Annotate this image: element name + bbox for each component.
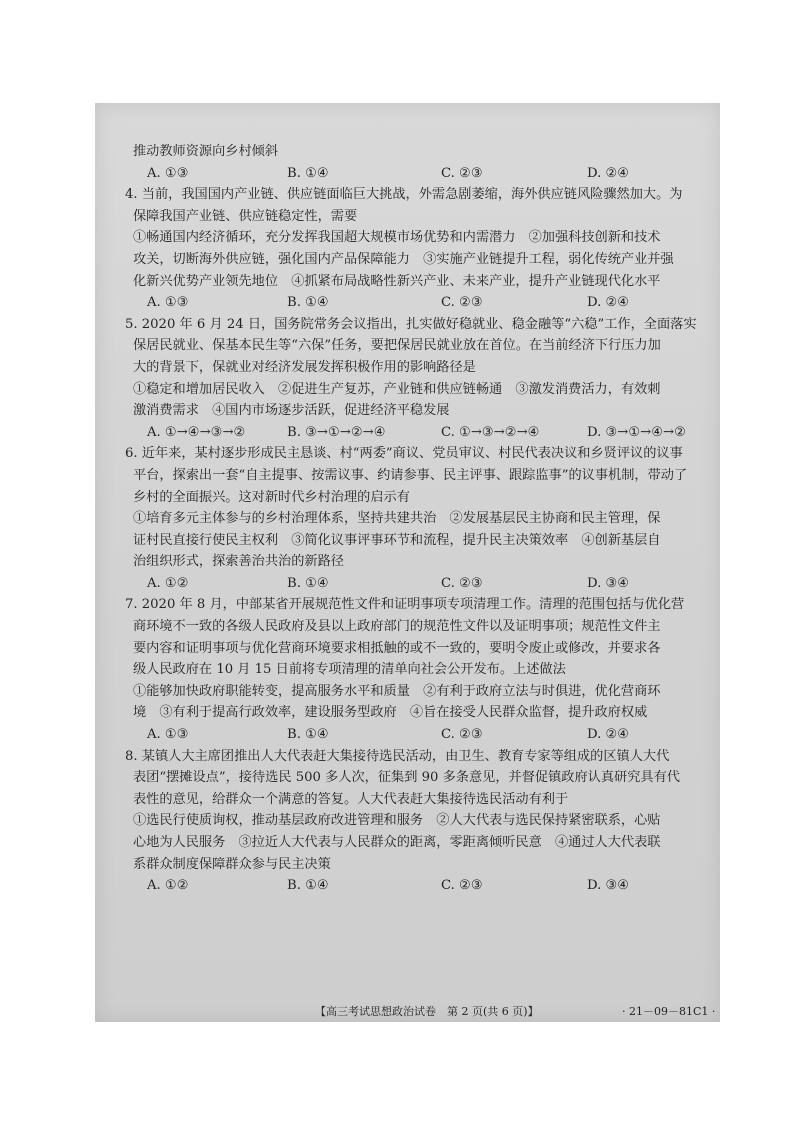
question-text-line: ①畅通国内经济循环，充分发挥我国超大规模市场优势和内需潜力 ②加强科技创新和技术 bbox=[133, 230, 661, 246]
question-text-line: 系群众制度保障群众参与民主决策 bbox=[133, 856, 331, 872]
choice-d: D. ③→①→④→② bbox=[587, 424, 686, 440]
question-text-line: 表性的意见，给群众一个满意的答复。人大代表赶大集接待选民活动有利于 bbox=[133, 791, 569, 807]
question-stem: 4. 当前，我国国内产业链、供应链面临巨大挑战，外需急剧萎缩，海外供应链风险骤然加大。为 bbox=[125, 187, 683, 203]
choice-d: D. ②④ bbox=[587, 165, 630, 181]
choice-c: C. ②③ bbox=[441, 575, 483, 591]
question-text-line: 治组织形式，探索善治共治的新路径 bbox=[133, 554, 344, 570]
question-text-line: ①能够加快政府职能转变，提高服务水平和质量 ②有利于政府立法与时俱进，优化营商环 bbox=[133, 683, 661, 699]
question-7-choices bbox=[125, 724, 715, 746]
question-7 bbox=[125, 594, 715, 745]
question-text-line: 境 ③有利于提高行政效率，建设服务型政府 ④旨在接受人民群众监督，提升政府权威 bbox=[133, 705, 648, 721]
question-text-line: 证村民直接行使民主权利 ③简化议事评事环节和流程，提升民主决策效率 ④创新基层自 bbox=[133, 532, 661, 548]
question-4 bbox=[125, 184, 715, 314]
question-text-line: 平台，探索出一套“自主提事、按需议事、约请参事、民主评事、跟踪监事”的议事机制，带动了 bbox=[133, 467, 688, 483]
question-3-tail-text: 推动教师资源向乡村倾斜 bbox=[133, 144, 279, 159]
choice-c: C. ②③ bbox=[441, 878, 483, 894]
question-text-line: 保居民就业、保基本民生等“六保”任务，要把保居民就业放在首位。在当前经济下行压力加 bbox=[133, 338, 661, 354]
question-text-line: 表团“摆摊设点”，接待选民 500 多人次，征集到 90 多条意见，并督促镇政府认真研究具有代 bbox=[133, 770, 680, 786]
exam-paper-page bbox=[95, 103, 720, 1022]
choice-c: C. ①→③→②→④ bbox=[441, 424, 540, 440]
page-footer bbox=[95, 1005, 720, 1019]
choice-d: D. ②④ bbox=[587, 295, 630, 311]
exam-content bbox=[125, 141, 715, 897]
choice-a: A. ①→④→③→② bbox=[147, 424, 246, 440]
question-4-choices bbox=[125, 292, 715, 314]
question-text-line: 级人民政府在 10 月 15 日前将专项清理的清单向社会公开发布。上述做法 bbox=[133, 662, 566, 678]
question-text-line: 化新兴优势产业领先地位 ④抓紧布局战略性新兴产业、未来产业，提升产业链现代化水平 bbox=[133, 273, 661, 289]
choice-c: C. ②③ bbox=[441, 295, 483, 311]
question-8-choices bbox=[125, 875, 715, 897]
question-text-line: 攻关，切断海外供应链，强化国内产品保障能力 ③实施产业链提升工程，弱化传统产业并强 bbox=[133, 251, 674, 267]
question-text-line: 乡村的全面振兴。这对新时代乡村治理的启示有 bbox=[133, 489, 410, 505]
choice-d: D. ②④ bbox=[587, 727, 630, 743]
question-6 bbox=[125, 443, 715, 594]
question-stem: 5. 2020 年 6 月 24 日，国务院常务会议指出，扎实做好稳就业、稳金融等“六稳”工作，全面落实 bbox=[125, 316, 697, 332]
choice-b: B. ①④ bbox=[287, 878, 329, 894]
question-stem: 6. 近年来，某村逐步形成民主恳谈、村“两委”商议、党员审议、村民代表决议和乡贤评议的议事 bbox=[125, 446, 683, 462]
choice-c: C. ②③ bbox=[441, 727, 483, 743]
choice-c: C. ②③ bbox=[441, 165, 483, 181]
question-5-choices bbox=[125, 422, 715, 444]
choice-a: A. ①③ bbox=[147, 165, 189, 181]
choice-d: D. ③④ bbox=[587, 575, 630, 591]
question-stem: 8. 某镇人大主席团推出人大代表赶大集接待选民活动，由卫生、教育专家等组成的区镇人大代 bbox=[125, 748, 670, 764]
question-text-line: 激消费需求 ④国内市场逐步活跃，促进经济平稳发展 bbox=[133, 403, 450, 419]
choice-a: A. ①③ bbox=[147, 295, 189, 311]
choice-b: B. ①④ bbox=[287, 575, 329, 591]
choice-a: A. ①② bbox=[147, 878, 189, 894]
choice-b: B. ①④ bbox=[287, 165, 329, 181]
question-stem: 7. 2020 年 8 月，中部某省开展规范性文件和证明事项专项清理工作。清理的范围包括与优化营 bbox=[125, 597, 685, 613]
choice-d: D. ③④ bbox=[587, 878, 630, 894]
question-text-line: ①培育多元主体参与的乡村治理体系，坚持共建共治 ②发展基层民主协商和民主管理，保 bbox=[133, 511, 661, 527]
question-text-line: 心地为人民服务 ③拉近人大代表与人民群众的距离，零距离倾听民意 ④通过人大代表联 bbox=[133, 835, 661, 850]
footer-code: · 21－09－81C1 · bbox=[622, 1005, 716, 1018]
question-text-line: 要内容和证明事项与优化营商环境要求相抵触的或不一致的，要明令废止或修改，并要求各 bbox=[133, 640, 661, 656]
footer-page-info: 【高三考试思想政治试卷 第 2 页(共 6 页)】 bbox=[315, 1005, 539, 1018]
question-text-line: 保障我国产业链、供应链稳定性，需要 bbox=[133, 208, 358, 224]
question-8 bbox=[125, 746, 715, 897]
question-text-line: ①稳定和增加居民收入 ②促进生产复苏，产业链和供应链畅通 ③激发消费活力，有效刺 bbox=[133, 381, 661, 397]
choice-b: B. ①④ bbox=[287, 295, 329, 311]
choice-b: B. ③→①→②→④ bbox=[287, 424, 386, 440]
question-text-line: ①选民行使质询权，推动基层政府改进管理和服务 ②人大代表与选民保持紧密联系，心贴 bbox=[133, 813, 661, 829]
question-6-choices bbox=[125, 573, 715, 595]
choice-a: A. ①② bbox=[147, 575, 189, 591]
question-text-line: 大的背景下，保就业对经济发展发挥积极作用的影响路径是 bbox=[133, 359, 476, 375]
question-5 bbox=[125, 314, 715, 444]
choice-a: A. ①③ bbox=[147, 727, 189, 743]
question-3-choices bbox=[125, 163, 715, 185]
choice-b: B. ①④ bbox=[287, 727, 329, 743]
question-text-line: 商环境不一致的各级人民政府及县以上政府部门的规范性文件以及证明事项；规范性文件主 bbox=[133, 619, 661, 635]
